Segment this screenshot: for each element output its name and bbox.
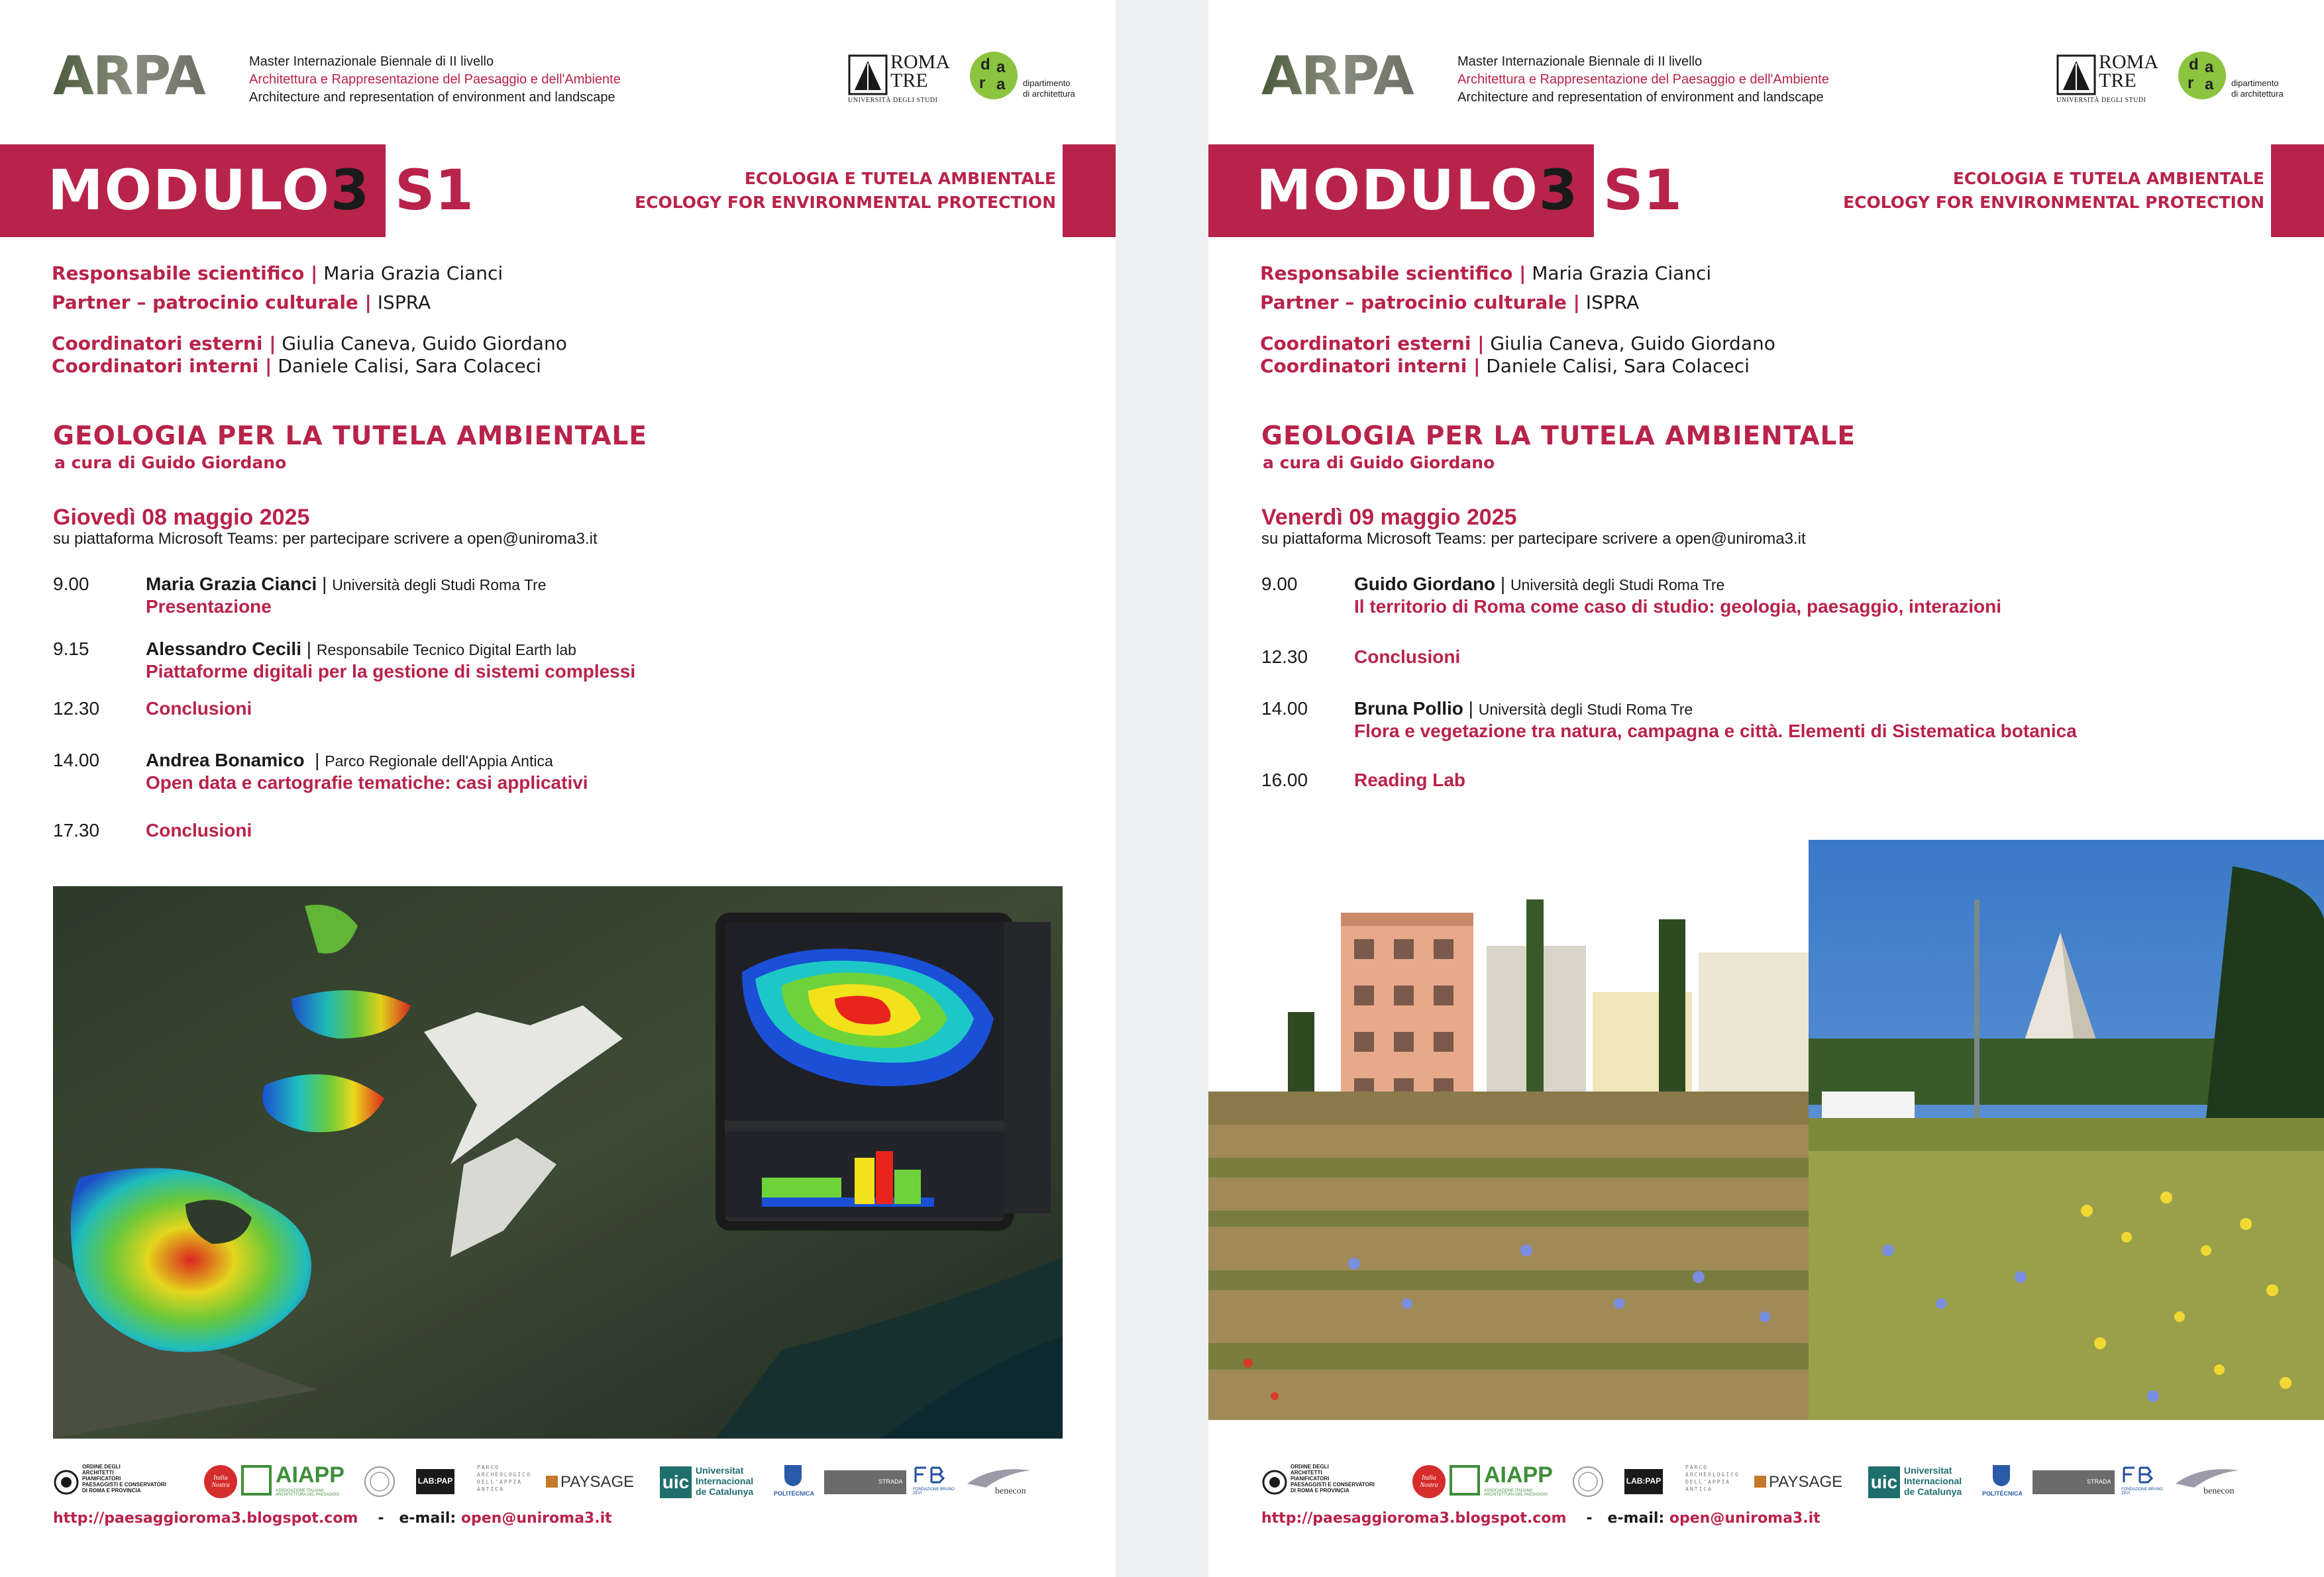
master-line-3: Architecture and representation of environment and landscape (1457, 90, 1824, 105)
fbz-mark-icon (2121, 1465, 2161, 1485)
uic-logo: uic Universitat Internacional de Catalunya (660, 1462, 772, 1502)
schedule-time: 17.30 (53, 820, 100, 840)
platform-note: su piattaforma Microsoft Teams: per partecipare scrivere a open@uniroma3.it (53, 530, 598, 548)
ordine-architetti-logo: ORDINE DEGLI ARCHITETTI PIANIFICATORI PAESAGGISTI E CONSERVATORI DI ROMA E PROVINCIA (1261, 1462, 1321, 1502)
arpa-logo (53, 50, 223, 101)
master-program-text (1457, 53, 1829, 107)
roma-tre-logo (848, 51, 951, 104)
module-title: MODULO3 (1256, 158, 1579, 223)
dara-text: dipartimento di architettura (1023, 78, 1075, 99)
seal-icon (1571, 1465, 1605, 1498)
roma-tre-top: ROMA (2099, 51, 2159, 73)
strada-logo: STRADA (2033, 1462, 2115, 1502)
dara-text: dipartimento di architettura (2231, 78, 2284, 99)
footer-contacts: http://paesaggioroma3.blogspot.com - e-mail: open@uniroma3.it (53, 1510, 612, 1527)
master-line-3: Architecture and representation of environment and landscape (249, 90, 615, 105)
master-line-1: Master Internazionale Biennale di II livello (249, 54, 494, 69)
master-line-2: Architettura e Rappresentazione del Paesaggio e dell'Ambiente (1457, 72, 1829, 87)
credit-responsabile: Responsabile scientifico | Maria Grazia Cianci (52, 262, 503, 284)
module-session: S1 (395, 158, 474, 223)
schedule-talk: Reading Lab (1354, 770, 1466, 790)
schedule-time: 16.00 (1261, 770, 1308, 790)
fbz-logo: FONDAZIONE BRUNO ZEVI (913, 1462, 959, 1502)
module-right-bar (1063, 144, 1116, 237)
politecnica-logo: POLITÉCNICA (774, 1462, 814, 1502)
roma-tre-top: ROMA (890, 51, 951, 73)
roma-tre-sub: UNIVERSITÀ DEGLI STUDI (848, 97, 938, 104)
ordine-emblem-icon (53, 1469, 79, 1496)
tablet-dashboard-image (715, 913, 1060, 1231)
dara-logo: d a r a (970, 52, 1018, 99)
schedule-time: 9.00 (1261, 574, 1298, 594)
credit-partner: Partner – patrocinio culturale | ISPRA (1260, 291, 1640, 313)
schedule-speaker: Andrea Bonamico | Parco Regionale dell'Appia Antica (146, 750, 553, 770)
politecnica-crest-icon (1991, 1464, 2011, 1488)
module-title: MODULO3 (48, 158, 371, 223)
ecology-heading: ECOLOGIA E TUTELA AMBIENTALE ECOLOGY FOR ENVIRONMENTAL PROTECTION (635, 169, 1056, 212)
strada-logo: STRADA (824, 1462, 906, 1502)
ecology-heading: ECOLOGIA E TUTELA AMBIENTALE ECOLOGY FOR ENVIRONMENTAL PROTECTION (1843, 169, 2264, 212)
master-line-1: Master Internazionale Biennale di II livello (1457, 54, 1703, 69)
event-date: Giovedì 08 maggio 2025 (53, 505, 310, 530)
website-link[interactable]: http://paesaggioroma3.blogspot.com (53, 1510, 358, 1527)
master-line-2: Architettura e Rappresentazione del Paesaggio e dell'Ambiente (249, 72, 621, 87)
credit-coord-interni: Coordinatori interni | Daniele Calisi, Sara Colaceci (52, 355, 541, 377)
parco-appia-logo: PARCO ARCHEOLOGICO DELL'APPIA ANTICA (477, 1464, 531, 1492)
credit-partner: Partner – patrocinio culturale | ISPRA (52, 291, 431, 313)
aiapp-logo: AIAPP ASSOCIAZIONE ITALIANA ARCHITETTURA DEL PAESAGGIO (241, 1462, 321, 1502)
ordine-architetti-logo: ORDINE DEGLI ARCHITETTI PIANIFICATORI PAESAGGISTI E CONSERVATORI DI ROMA E PROVINCIA (53, 1462, 113, 1502)
credit-responsabile: Responsabile scientifico | Maria Grazia Cianci (1260, 262, 1712, 284)
schedule-speaker: Maria Grazia Cianci | Università degli Studi Roma Tre (146, 574, 547, 594)
email-link[interactable]: open@uniroma3.it (460, 1510, 612, 1527)
schedule-speaker: Guido Giordano | Università degli Studi Roma Tre (1354, 574, 1725, 594)
session-subtitle: a cura di Guido Giordano (54, 453, 287, 472)
session-title: GEOLOGIA PER LA TUTELA AMBIENTALE (1261, 421, 1856, 451)
website-link[interactable]: http://paesaggioroma3.blogspot.com (1261, 1510, 1567, 1527)
schedule-talk: Conclusioni (146, 698, 252, 719)
fbz-mark-icon (913, 1465, 953, 1485)
uic-logo: uic Universitat Internacional de Catalunya (1868, 1462, 1981, 1502)
credit-coord-esterni: Coordinatori esterni | Giulia Caneva, Guido Giordano (1260, 332, 1775, 354)
aiapp-logo: AIAPP ASSOCIAZIONE ITALIANA ARCHITETTURA DEL PAESAGGIO (1450, 1462, 1529, 1502)
roma-tre-bottom: TRE (890, 70, 928, 91)
paysage-logo: PAYSAGE (546, 1462, 632, 1502)
schedule-time: 12.30 (1261, 646, 1308, 667)
schedule-talk: Il territorio di Roma come caso di studio: geologia, paesaggio, interazioni (1354, 596, 2002, 617)
platform-note: su piattaforma Microsoft Teams: per partecipare scrivere a open@uniroma3.it (1261, 530, 1806, 548)
seal-logo (1571, 1462, 1605, 1502)
svg-text:ARPA: ARPA (53, 50, 205, 101)
svg-text:ARPA: ARPA (1261, 50, 1413, 101)
italia-nostra-logo: Italia Nostra (204, 1462, 237, 1502)
module-session: S1 (1603, 158, 1682, 223)
benecon-logo: benecon (2174, 1462, 2241, 1502)
roma-tre-bottom: TRE (2099, 70, 2137, 91)
schedule-talk: Conclusioni (146, 820, 252, 840)
event-date: Venerdì 09 maggio 2025 (1261, 505, 1517, 530)
seal-logo (363, 1462, 396, 1502)
schedule-talk: Piattaforme digitali per la gestione di sistemi complessi (146, 661, 636, 682)
roma-tre-emblem-icon (848, 54, 888, 95)
credit-coord-esterni: Coordinatori esterni | Giulia Caneva, Guido Giordano (52, 332, 567, 354)
schedule-talk: Flora e vegetazione tra natura, campagna e città. Elementi di Sistematica botanica (1354, 721, 2077, 741)
schedule-time: 14.00 (53, 750, 100, 770)
roma-tre-emblem-icon (2056, 54, 2096, 95)
schedule-talk: Open data e cartografie tematiche: casi applicativi (146, 772, 588, 793)
module-right-bar (2271, 144, 2324, 237)
schedule-time: 12.30 (53, 698, 100, 719)
roma-tre-sub: UNIVERSITÀ DEGLI STUDI (2056, 97, 2146, 104)
hero-image-pyramid (1809, 840, 2324, 1420)
sponsor-logos (53, 1462, 1067, 1502)
schedule-speaker: Alessandro Cecili | Responsabile Tecnico Digital Earth lab (146, 638, 576, 659)
poster-page-left (0, 0, 1116, 1577)
dara-logo: d a r a (2178, 52, 2226, 99)
labpap-logo: LAB:PAP (416, 1462, 454, 1502)
schedule-time: 9.00 (53, 574, 89, 594)
master-program-text (249, 53, 621, 107)
italia-nostra-logo: Italia Nostra (1412, 1462, 1446, 1502)
politecnica-crest-icon (783, 1464, 803, 1488)
benecon-logo: benecon (966, 1462, 1032, 1502)
paysage-logo: PAYSAGE (1754, 1462, 1840, 1502)
schedule-time: 14.00 (1261, 698, 1308, 719)
pyramid-meadow-photo (1809, 840, 2324, 1420)
session-subtitle: a cura di Guido Giordano (1263, 453, 1495, 472)
email-link[interactable]: open@uniroma3.it (1669, 1510, 1821, 1527)
footer-contacts: http://paesaggioroma3.blogspot.com - e-mail: open@uniroma3.it (1261, 1510, 1821, 1527)
session-title: GEOLOGIA PER LA TUTELA AMBIENTALE (53, 421, 648, 451)
poster-page-right (1208, 0, 2324, 1577)
labpap-logo: LAB:PAP (1624, 1462, 1663, 1502)
schedule-talk: Presentazione (146, 596, 272, 617)
schedule-talk: Conclusioni (1354, 646, 1461, 667)
roma-tre-logo (2056, 51, 2159, 104)
seal-icon (363, 1465, 396, 1498)
hero-image-meadow-buildings (1208, 840, 1809, 1420)
sponsor-logos (1261, 1462, 2275, 1502)
schedule-speaker: Bruna Pollio | Università degli Studi Roma Tre (1354, 698, 1693, 719)
fbz-logo: FONDAZIONE BRUNO ZEVI (2121, 1462, 2168, 1502)
meadow-buildings-photo (1208, 840, 1809, 1420)
ordine-emblem-icon (1261, 1469, 1288, 1496)
hero-image-geology (53, 886, 1063, 1439)
politecnica-logo: POLITÉCNICA (1982, 1462, 2022, 1502)
schedule-time: 9.15 (53, 638, 89, 659)
credit-coord-interni: Coordinatori interni | Daniele Calisi, Sara Colaceci (1260, 355, 1750, 377)
parco-appia-logo: PARCO ARCHEOLOGICO DELL'APPIA ANTICA (1685, 1464, 1740, 1492)
arpa-logo (1261, 50, 1431, 101)
